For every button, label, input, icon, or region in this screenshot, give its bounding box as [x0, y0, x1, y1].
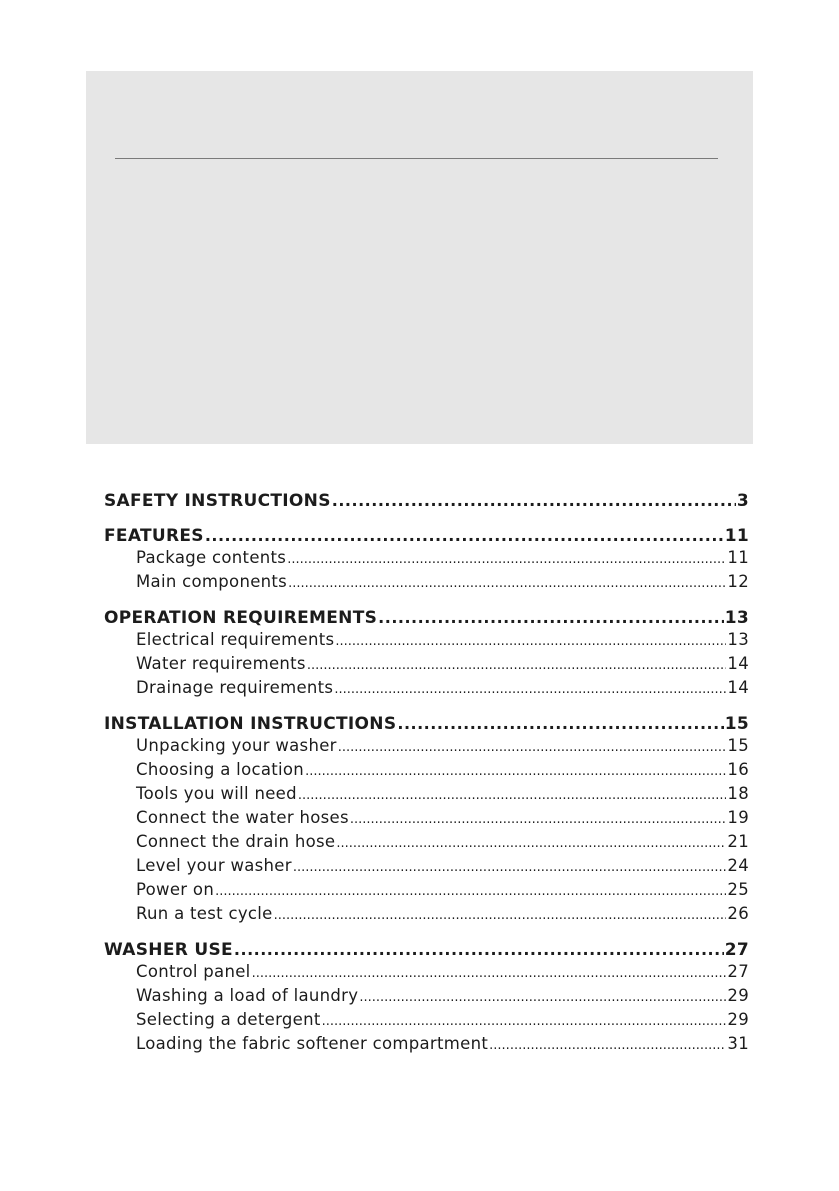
toc-entry-title: Connect the drain hose — [136, 832, 336, 851]
toc-page-number: 19 — [727, 808, 749, 827]
toc-page-number: 29 — [727, 1010, 749, 1029]
toc-entry-title: Unpacking your washer — [136, 736, 337, 755]
toc-entry-row[interactable] — [104, 735, 749, 759]
toc-entry-row[interactable] — [104, 653, 749, 677]
dot-leader — [338, 735, 727, 759]
dot-leader — [332, 490, 736, 512]
toc-section-operation — [104, 607, 749, 701]
toc-entry-title: Level your washer — [136, 856, 292, 875]
toc-page-number: 14 — [727, 678, 749, 697]
toc-entry-title: Control panel — [136, 962, 251, 981]
title-banner — [86, 71, 753, 444]
dot-leader — [252, 961, 727, 985]
toc-section-title: WASHER USE — [104, 940, 233, 960]
dot-leader — [205, 525, 724, 547]
dot-leader — [378, 607, 724, 629]
toc-page-number: 26 — [727, 904, 749, 923]
dot-leader — [274, 903, 727, 927]
toc-page-number: 13 — [727, 630, 749, 649]
toc-section-row[interactable] — [104, 490, 749, 512]
toc-entry-title: Tools you will need — [136, 784, 297, 803]
dot-leader — [298, 783, 727, 807]
toc-entry-title: Electrical requirements — [136, 630, 335, 649]
dot-leader — [287, 547, 726, 571]
dot-leader — [293, 855, 727, 879]
toc-page-number: 16 — [727, 760, 749, 779]
toc-entry-title: Loading the fabric softener compartment — [136, 1034, 489, 1053]
dot-leader — [334, 677, 726, 701]
toc-page-number: 31 — [727, 1034, 749, 1053]
toc-entry-row[interactable] — [104, 961, 749, 985]
toc-page-number: 15 — [727, 736, 749, 755]
toc-section-title: FEATURES — [104, 526, 204, 546]
toc-section-row[interactable] — [104, 713, 749, 735]
toc-entry-row[interactable] — [104, 783, 749, 807]
toc-page-number: 11 — [724, 526, 749, 546]
toc-entry-title: Drainage requirements — [136, 678, 334, 697]
toc-entry-row[interactable] — [104, 1033, 749, 1057]
toc-entry-row[interactable] — [104, 571, 749, 595]
toc-section-row[interactable] — [104, 525, 749, 547]
dot-leader — [336, 831, 726, 855]
toc-page-number: 21 — [727, 832, 749, 851]
toc-entry-title: Main components — [136, 572, 288, 591]
toc-section-title: OPERATION REQUIREMENTS — [104, 608, 378, 628]
toc-page-number: 14 — [727, 654, 749, 673]
toc-entry-title: Selecting a detergent — [136, 1010, 321, 1029]
toc-page-number: 3 — [736, 491, 749, 511]
dot-leader — [305, 759, 726, 783]
toc-section-installation — [104, 713, 749, 927]
toc-section-title: INSTALLATION INSTRUCTIONS — [104, 714, 397, 734]
toc-entry-row[interactable] — [104, 547, 749, 571]
toc-entry-title: Connect the water hoses — [136, 808, 349, 827]
toc-entry-row[interactable] — [104, 831, 749, 855]
toc-entry-row[interactable] — [104, 807, 749, 831]
toc-page-number: 13 — [724, 608, 749, 628]
toc-section-washer-use — [104, 939, 749, 1057]
toc-page-number: 18 — [727, 784, 749, 803]
table-of-contents — [104, 490, 749, 1069]
toc-entry-row[interactable] — [104, 1009, 749, 1033]
toc-page-number: 29 — [727, 986, 749, 1005]
toc-page-number: 15 — [724, 714, 749, 734]
toc-page-number: 27 — [727, 962, 749, 981]
dot-leader — [234, 939, 724, 961]
toc-entry-row[interactable] — [104, 759, 749, 783]
toc-page-number: 25 — [727, 880, 749, 899]
dot-leader — [215, 879, 726, 903]
dot-leader — [322, 1009, 727, 1033]
toc-section-row[interactable] — [104, 939, 749, 961]
toc-entry-row[interactable] — [104, 629, 749, 653]
toc-entry-title: Washing a load of laundry — [136, 986, 359, 1005]
dot-leader — [397, 713, 723, 735]
toc-entry-row[interactable] — [104, 903, 749, 927]
toc-entry-title: Water requirements — [136, 654, 306, 673]
dot-leader — [335, 629, 726, 653]
toc-entry-row[interactable] — [104, 855, 749, 879]
toc-section-row[interactable] — [104, 607, 749, 629]
dot-leader — [288, 571, 726, 595]
toc-entry-row[interactable] — [104, 677, 749, 701]
dot-leader — [350, 807, 727, 831]
toc-page-number: 11 — [727, 548, 749, 567]
toc-page-number: 27 — [724, 940, 749, 960]
toc-entry-title: Choosing a location — [136, 760, 305, 779]
toc-section-features — [104, 525, 749, 595]
toc-page-number: 12 — [727, 572, 749, 591]
toc-entry-row[interactable] — [104, 879, 749, 903]
toc-entry-title: Run a test cycle — [136, 904, 273, 923]
dot-leader — [307, 653, 727, 677]
toc-page-number: 24 — [727, 856, 749, 875]
toc-entry-row[interactable] — [104, 985, 749, 1009]
dot-leader — [489, 1033, 726, 1057]
toc-section-safety — [104, 490, 749, 512]
banner-divider — [115, 158, 718, 159]
toc-section-title: SAFETY INSTRUCTIONS — [104, 491, 331, 511]
toc-entry-title: Package contents — [136, 548, 287, 567]
dot-leader — [359, 985, 726, 1009]
toc-entry-title: Power on — [136, 880, 215, 899]
